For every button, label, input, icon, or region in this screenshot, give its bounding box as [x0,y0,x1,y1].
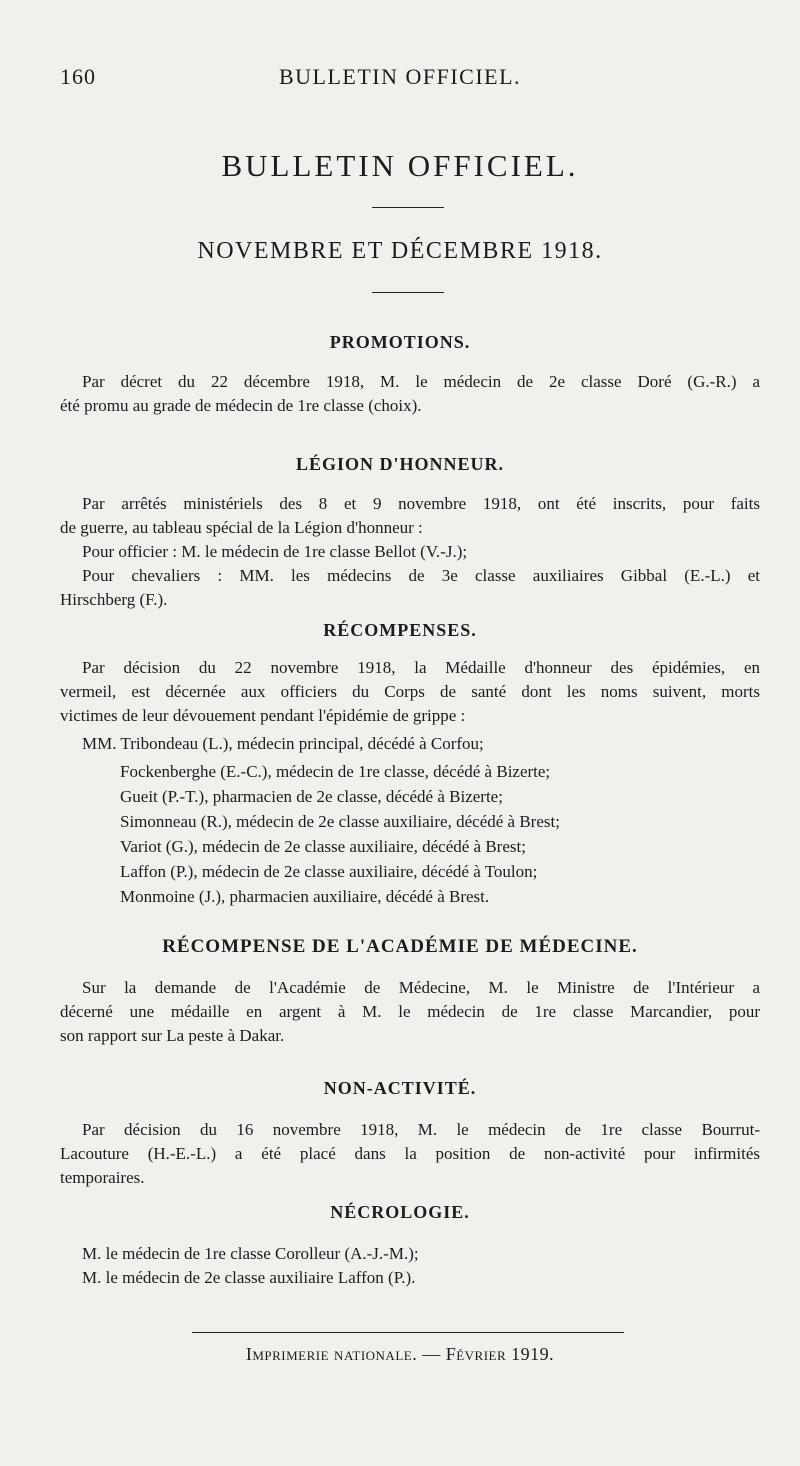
list-item: MM. Tribondeau (L.), médecin principal, décédé à Corfou; [82,734,484,753]
bulletin-subtitle: NOVEMBRE ET DÉCEMBRE 1918. [197,238,603,264]
paragraph-line: Par arrêtés ministériels des 8 et 9 novembre 1918, ont été inscrits, pour faits [82,494,760,513]
paragraph-line: de guerre, au tableau spécial de la Légion d'honneur : [60,518,423,537]
bulletin-title: BULLETIN OFFICIEL. [221,148,579,183]
running-head [60,64,740,94]
promotions-heading: PROMOTIONS. [329,332,471,352]
paragraph-line: temporaires. [60,1168,145,1187]
paragraph-line: Hirschberg (F.). [60,590,168,609]
running-title: BULLETIN OFFICIEL. [278,64,522,89]
printer-imprint: Imprimerie nationale. — Février 1919. [245,1344,555,1364]
page-number: 160 [60,64,96,89]
recompenses-heading: RÉCOMPENSES. [323,620,477,640]
necrologie-heading: NÉCROLOGIE. [330,1202,470,1222]
list-item: Simonneau (R.), médecin de 2e classe auxiliaire, décédé à Brest; [120,812,560,831]
paragraph-line: été promu au grade de médecin de 1re classe (choix). [60,396,422,415]
legion-heading: LÉGION D'HONNEUR. [295,454,505,474]
paragraph-line: vermeil, est décernée aux officiers du Corps de santé dont les noms suivent, morts [60,682,760,701]
footer-divider [192,1332,624,1333]
non-activite-paragraph [60,1118,760,1190]
paragraph-line: Par décision du 22 novembre 1918, la Médaille d'honneur des épidémies, en [82,658,760,677]
legion-paragraph [60,492,760,612]
list-item: Laffon (P.), médecin de 2e classe auxiliaire, décédé à Toulon; [120,862,538,881]
list-item: M. le médecin de 2e classe auxiliaire Laffon (P.). [82,1268,416,1287]
paragraph-line: Pour chevaliers : MM. les médecins de 3e classe auxiliaires Gibbal (E.-L.) et [82,566,760,585]
recompenses-paragraph [60,656,760,728]
list-item: Variot (G.), médecin de 2e classe auxiliaire, décédé à Brest; [120,837,526,856]
list-item: Monmoine (J.), pharmacien auxiliaire, décédé à Brest. [120,887,490,906]
paragraph-line: Par décision du 16 novembre 1918, M. le médecin de 1re classe Bourrut- [82,1120,760,1139]
list-item: Fockenberghe (E.-C.), médecin de 1re classe, décédé à Bizerte; [120,762,551,781]
paragraph-line: victimes de leur dévouement pendant l'épidémie de grippe : [60,706,466,725]
paragraph-line: Par décret du 22 décembre 1918, M. le médecin de 2e classe Doré (G.-R.) a [82,372,760,391]
paragraph-line: Pour officier : M. le médecin de 1re classe Bellot (V.-J.); [82,542,468,561]
academie-paragraph [60,976,760,1048]
list-item: M. le médecin de 1re classe Corolleur (A.-J.-M.); [82,1244,419,1263]
academie-heading: RÉCOMPENSE DE L'ACADÉMIE DE MÉDECINE. [162,936,638,957]
list-item: Gueit (P.-T.), pharmacien de 2e classe, décédé à Bizerte; [120,787,503,806]
non-activite-heading: NON-ACTIVITÉ. [323,1078,477,1098]
paragraph-line: décerné une médaille en argent à M. le médecin de 1re classe Marcandier, pour [60,1002,760,1021]
promotions-paragraph [60,370,760,418]
paragraph-line: son rapport sur La peste à Dakar. [60,1026,285,1045]
paragraph-line: Sur la demande de l'Académie de Médecine, M. le Ministre de l'Intérieur a [82,978,760,997]
subtitle-divider [372,292,444,293]
paragraph-line: Lacouture (H.-E.-L.) a été placé dans la position de non-activité pour infirmités [60,1144,760,1163]
title-divider [372,207,444,208]
